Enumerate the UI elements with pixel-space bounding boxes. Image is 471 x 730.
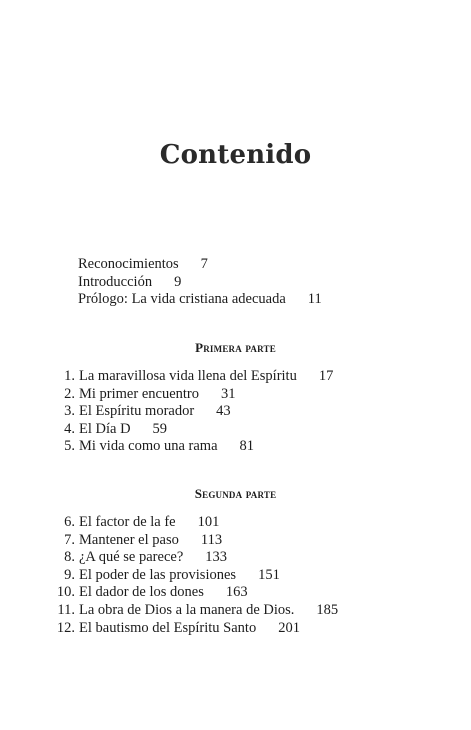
chapter-number: 6.	[64, 514, 75, 530]
chapter-number: 2.	[64, 385, 75, 402]
chapter-number: 1.	[64, 368, 75, 384]
chapter-title: El Espíritu morador	[79, 403, 195, 420]
part-two-chapter-list	[55, 514, 338, 637]
chapter-entry	[55, 403, 333, 421]
entry-label: Prólogo: La vida cristiana adecuada	[78, 291, 286, 307]
chapter-number: 9.	[64, 566, 75, 583]
chapter-title: Mi primer encuentro	[79, 385, 199, 402]
chapter-number: 10.	[56, 584, 75, 601]
chapter-number: 7.	[64, 531, 75, 548]
chapter-title: Mi vida como una rama	[79, 438, 218, 455]
chapter-number: 4.	[64, 420, 75, 437]
entry-page-number: 11	[307, 291, 322, 307]
chapter-page-number: 43	[216, 403, 231, 420]
part-heading-primera: Primera parte	[195, 340, 276, 355]
chapter-title: El poder de las provisiones	[79, 566, 237, 583]
chapter-page-number: 17	[318, 368, 334, 384]
chapter-entry	[55, 549, 338, 567]
chapter-page-number: 31	[221, 385, 236, 402]
chapter-entry	[55, 438, 333, 456]
chapter-entry	[55, 514, 338, 532]
chapter-entry	[55, 368, 333, 386]
toc-entry	[78, 291, 322, 309]
chapter-number: 11.	[57, 601, 75, 618]
toc-entry	[78, 274, 322, 292]
chapter-number: 12.	[56, 619, 75, 636]
chapter-title: La maravillosa vida llena del Espíritu	[79, 368, 297, 384]
page-title: Contenido	[159, 140, 312, 170]
chapter-page-number: 133	[205, 549, 228, 566]
chapter-entry	[55, 532, 338, 550]
chapter-page-number: 81	[239, 438, 255, 455]
chapter-page-number: 151	[258, 566, 280, 583]
chapter-title: ¿A qué se parece?	[79, 549, 184, 566]
chapter-entry	[55, 386, 333, 404]
entry-page-number: 9	[174, 273, 182, 290]
chapter-title: El factor de la fe	[79, 514, 176, 530]
chapter-page-number: 59	[152, 420, 168, 437]
chapter-entry	[55, 567, 338, 585]
entry-page-number: 7	[200, 256, 208, 272]
chapter-entry	[55, 602, 338, 620]
chapter-page-number: 201	[278, 619, 300, 636]
chapter-title: El dador de los dones	[79, 584, 204, 601]
toc-entry	[78, 256, 322, 274]
chapter-number: 3.	[64, 403, 75, 420]
chapter-number: 5.	[64, 438, 75, 455]
chapter-title: Mantener el paso	[79, 531, 179, 548]
chapter-entry	[55, 584, 338, 602]
entry-label: Reconocimientos	[78, 256, 179, 272]
chapter-number: 8.	[64, 549, 75, 566]
chapter-page-number: 185	[316, 601, 339, 618]
front-matter-list	[78, 256, 322, 309]
chapter-page-number: 113	[200, 531, 223, 548]
chapter-entry	[55, 421, 333, 439]
entry-label: Introducción	[78, 273, 153, 290]
chapter-title: El bautismo del Espíritu Santo	[79, 619, 257, 636]
part-heading-segunda: Segunda parte	[194, 486, 277, 501]
chapter-title: El Día D	[79, 420, 131, 437]
chapter-page-number: 101	[197, 514, 220, 530]
chapter-title: La obra de Dios a la manera de Dios.	[79, 601, 295, 618]
chapter-page-number: 163	[225, 584, 248, 601]
chapter-entry	[55, 620, 338, 638]
part-one-chapter-list	[55, 368, 333, 456]
